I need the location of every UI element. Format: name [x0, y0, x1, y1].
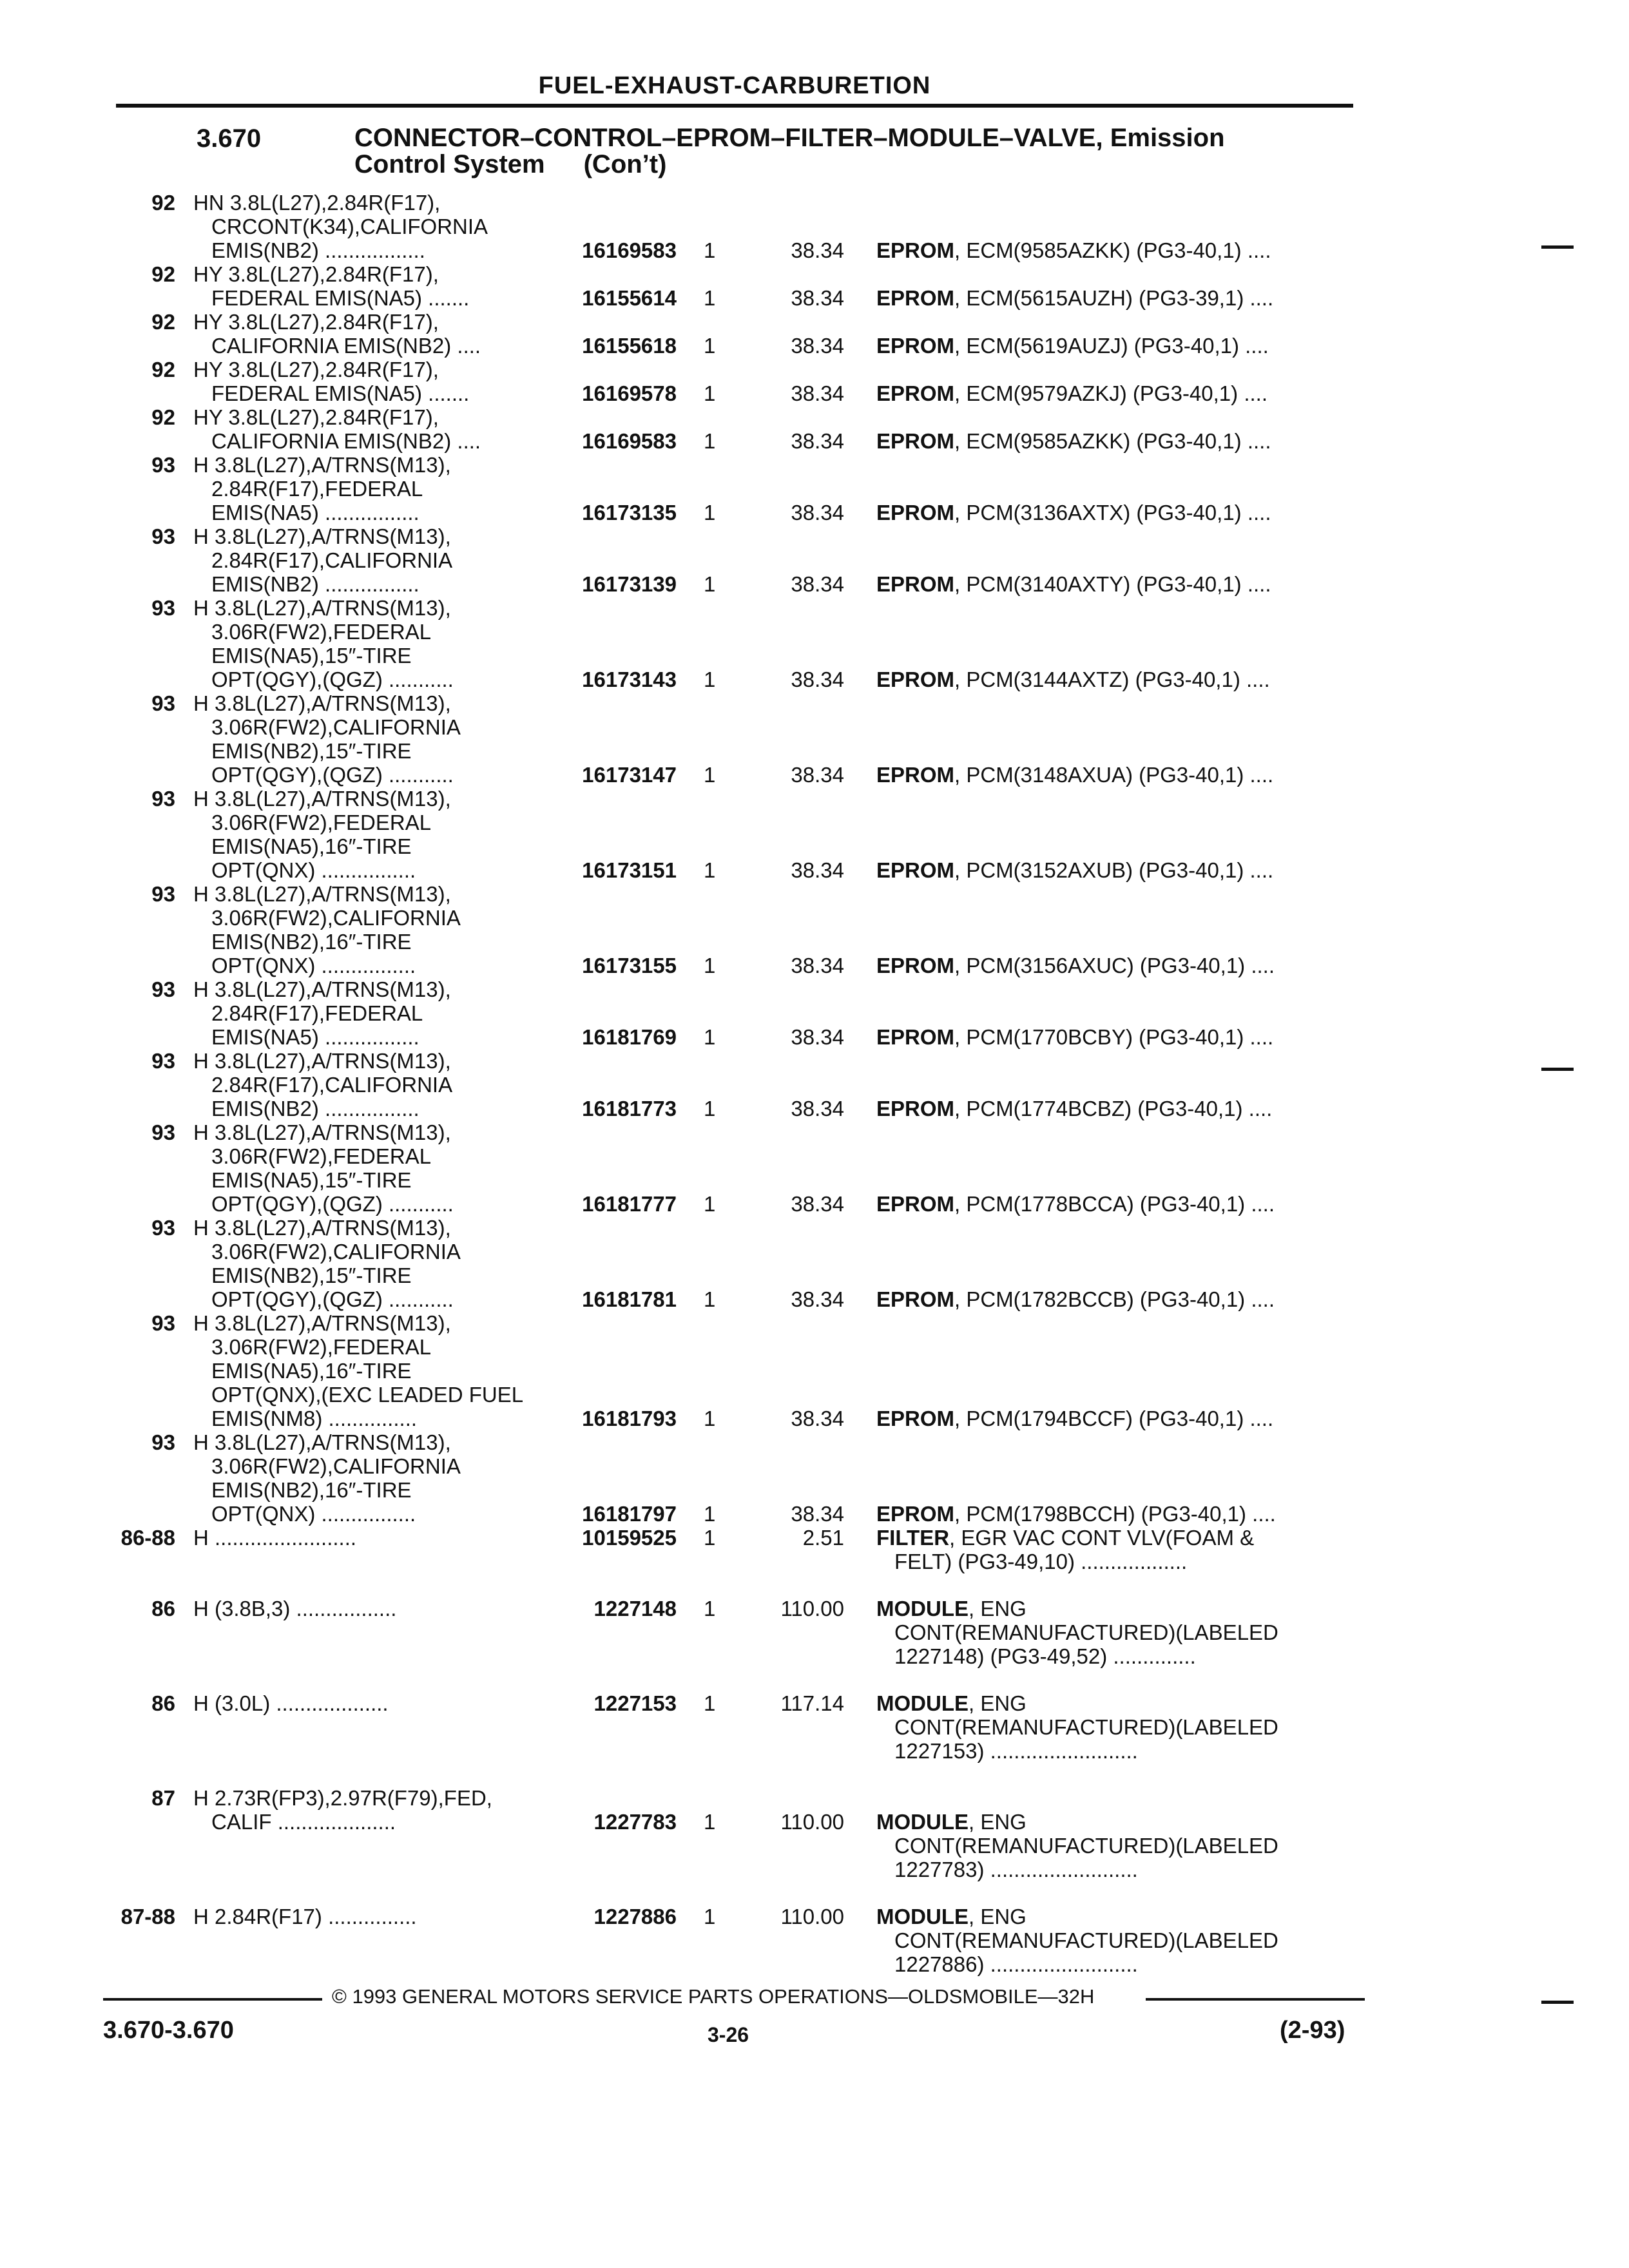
footer-section-range: 3.670-3.670: [103, 2017, 234, 2044]
part-name-keyword: MODULE: [876, 1597, 969, 1620]
ref-number: 87-88: [120, 1905, 175, 1928]
quantity: 1: [704, 238, 716, 262]
part-name-keyword: MODULE: [876, 1905, 969, 1928]
part-number: 1227886: [593, 1905, 677, 1928]
description-line: 3.06R(FW2),FEDERAL: [211, 811, 432, 834]
footer-rule-right: [1146, 1998, 1365, 2001]
description-line: H 3.8L(L27),A/TRNS(M13),: [193, 1430, 451, 1454]
part-name-detail: , PCM(1782BCCB) (PG3-40,1) ....: [954, 1287, 1275, 1311]
section-title: CONNECTOR–CONTROL–EPROM–FILTER–MODULE–VALVE, Emission: [354, 124, 1225, 152]
description-line: 3.06R(FW2),CALIFORNIA: [211, 906, 461, 930]
description-line: H 3.8L(L27),A/TRNS(M13),: [193, 596, 451, 620]
revision-mark: [1541, 245, 1574, 249]
part-name-keyword: EPROM: [876, 381, 955, 405]
price: 38.34: [791, 334, 844, 358]
description-line: EMIS(NB2) .................: [211, 238, 425, 262]
part-name-detail: , ECM(9579AZKJ) (PG3-40,1) ....: [954, 381, 1268, 405]
part-name-detail: , PCM(1770BCBY) (PG3-40,1) ....: [954, 1025, 1274, 1049]
quantity: 1: [704, 334, 716, 358]
ref-number: 86: [151, 1597, 175, 1620]
quantity: 1: [704, 381, 716, 405]
ref-number: 93: [151, 1430, 175, 1454]
part-name: [876, 1025, 1353, 1049]
description-line: OPT(QGY),(QGZ) ...........: [211, 1287, 454, 1311]
ref-number: 93: [151, 453, 175, 477]
ref-number: 87: [151, 1786, 175, 1810]
part-name-detail: , PCM(3140AXTY) (PG3-40,1) ....: [954, 572, 1271, 596]
part-name-keyword: EPROM: [876, 858, 955, 882]
price: 38.34: [791, 1407, 844, 1430]
price: 38.34: [791, 668, 844, 691]
part-name-detail: , PCM(1798BCCH) (PG3-40,1) ....: [954, 1502, 1276, 1526]
part-name: [876, 1691, 1353, 1715]
part-name-detail: , ENG: [969, 1691, 1027, 1715]
description-line: H 3.8L(L27),A/TRNS(M13),: [193, 1216, 451, 1240]
quantity: 1: [704, 1526, 716, 1550]
footer-date: (2-93): [1280, 2017, 1345, 2044]
ref-number: 93: [151, 882, 175, 906]
part-name-continuation: 1227153) .........................: [894, 1739, 1138, 1763]
description-line: CALIF ....................: [211, 1810, 396, 1834]
part-name: [876, 501, 1353, 524]
part-number: 16169578: [582, 381, 677, 405]
description-line: OPT(QNX) ................: [211, 1502, 416, 1526]
ref-number: 93: [151, 787, 175, 811]
description-line: H 3.8L(L27),A/TRNS(M13),: [193, 977, 451, 1001]
part-name-continuation: CONT(REMANUFACTURED)(LABELED: [894, 1928, 1278, 1952]
part-name: [876, 1526, 1353, 1550]
part-name-keyword: MODULE: [876, 1691, 969, 1715]
quantity: 1: [704, 1905, 716, 1928]
part-name: [876, 381, 1353, 405]
part-name: [876, 954, 1353, 977]
description-line: H 3.8L(L27),A/TRNS(M13),: [193, 1120, 451, 1144]
ref-number: 93: [151, 1049, 175, 1073]
part-name-detail: , PCM(3152AXUB) (PG3-40,1) ....: [954, 858, 1274, 882]
price: 38.34: [791, 763, 844, 787]
part-name: [876, 1287, 1353, 1311]
description-line: H 2.73R(FP3),2.97R(F79),FED,: [193, 1786, 492, 1810]
ref-number: 93: [151, 524, 175, 548]
footer-page-number: 3-26: [708, 2023, 749, 2046]
ref-number: 93: [151, 1120, 175, 1144]
part-number: 16155618: [582, 334, 677, 358]
part-name-keyword: EPROM: [876, 1287, 955, 1311]
part-number: 16173155: [582, 954, 677, 977]
price: 38.34: [791, 1097, 844, 1120]
quantity: 1: [704, 1597, 716, 1620]
description-line: OPT(QGY),(QGZ) ...........: [211, 763, 454, 787]
part-name-keyword: EPROM: [876, 1192, 955, 1216]
price: 38.34: [791, 1025, 844, 1049]
part-name: [876, 668, 1353, 691]
description-line: 2.84R(F17),FEDERAL: [211, 477, 423, 501]
part-number: 16181769: [582, 1025, 677, 1049]
part-name-continuation: 1227148) (PG3-49,52) ..............: [894, 1644, 1196, 1668]
description-line: EMIS(NA5),15″-TIRE: [211, 1168, 412, 1192]
description-line: H 3.8L(L27),A/TRNS(M13),: [193, 453, 451, 477]
part-name-continuation: CONT(REMANUFACTURED)(LABELED: [894, 1620, 1278, 1644]
part-name: [876, 238, 1353, 262]
description-line: EMIS(NB2),15″-TIRE: [211, 739, 412, 763]
part-name-keyword: EPROM: [876, 572, 955, 596]
part-name-keyword: FILTER: [876, 1526, 950, 1550]
ref-number: 93: [151, 596, 175, 620]
quantity: 1: [704, 668, 716, 691]
description-line: 3.06R(FW2),CALIFORNIA: [211, 1454, 461, 1478]
part-name-keyword: EPROM: [876, 954, 955, 977]
description-line: EMIS(NB2),15″-TIRE: [211, 1264, 412, 1287]
part-number: 1227148: [593, 1597, 677, 1620]
part-number: 16181781: [582, 1287, 677, 1311]
part-number: 16169583: [582, 429, 677, 453]
description-line: HY 3.8L(L27),2.84R(F17),: [193, 358, 439, 381]
price: 38.34: [791, 1192, 844, 1216]
description-line: OPT(QGY),(QGZ) ...........: [211, 668, 454, 691]
description-line: CRCONT(K34),CALIFORNIA: [211, 215, 488, 238]
section-continued: (Con’t): [583, 150, 667, 178]
part-name-detail: , ENG: [969, 1597, 1027, 1620]
quantity: 1: [704, 1025, 716, 1049]
part-number: 16155614: [582, 286, 677, 310]
ref-number: 93: [151, 1216, 175, 1240]
price: 38.34: [791, 954, 844, 977]
part-name: [876, 334, 1353, 358]
part-name-detail: , PCM(3144AXTZ) (PG3-40,1) ....: [954, 668, 1270, 691]
description-line: EMIS(NA5) ................: [211, 501, 419, 524]
description-line: H 2.84R(F17) ...............: [193, 1905, 417, 1928]
part-name: [876, 286, 1353, 310]
part-name: [876, 1810, 1353, 1834]
description-line: HY 3.8L(L27),2.84R(F17),: [193, 405, 439, 429]
ref-number: 93: [151, 691, 175, 715]
ref-number: 93: [151, 1311, 175, 1335]
description-line: H (3.0L) ...................: [193, 1691, 389, 1715]
description-line: FEDERAL EMIS(NA5) .......: [211, 381, 470, 405]
description-line: H 3.8L(L27),A/TRNS(M13),: [193, 524, 451, 548]
quantity: 1: [704, 763, 716, 787]
description-line: OPT(QNX),(EXC LEADED FUEL: [211, 1383, 524, 1407]
description-line: H 3.8L(L27),A/TRNS(M13),: [193, 691, 451, 715]
part-name: [876, 1192, 1353, 1216]
ref-number: 86: [151, 1691, 175, 1715]
description-line: HN 3.8L(L27),2.84R(F17),: [193, 191, 441, 215]
price: 110.00: [780, 1905, 844, 1928]
price: 38.34: [791, 238, 844, 262]
description-line: 3.06R(FW2),FEDERAL: [211, 620, 432, 644]
description-line: OPT(QNX) ................: [211, 858, 416, 882]
description-line: 3.06R(FW2),FEDERAL: [211, 1144, 432, 1168]
description-line: EMIS(NM8) ...............: [211, 1407, 418, 1430]
price: 38.34: [791, 1287, 844, 1311]
part-name-keyword: EPROM: [876, 668, 955, 691]
description-line: EMIS(NB2) ................: [211, 1097, 419, 1120]
part-name-keyword: EPROM: [876, 1097, 955, 1120]
description-line: HY 3.8L(L27),2.84R(F17),: [193, 310, 439, 334]
page-header-title: FUEL-EXHAUST-CARBURETION: [538, 72, 931, 99]
description-line: EMIS(NA5),16″-TIRE: [211, 1359, 412, 1383]
price: 38.34: [791, 501, 844, 524]
description-line: CALIFORNIA EMIS(NB2) ....: [211, 429, 481, 453]
price: 38.34: [791, 286, 844, 310]
quantity: 1: [704, 501, 716, 524]
quantity: 1: [704, 1192, 716, 1216]
part-name-keyword: EPROM: [876, 334, 955, 358]
description-line: FEDERAL EMIS(NA5) .......: [211, 286, 470, 310]
part-number: 16173151: [582, 858, 677, 882]
description-line: OPT(QNX) ................: [211, 954, 416, 977]
price: 117.14: [780, 1691, 844, 1715]
part-name: [876, 858, 1353, 882]
part-name: [876, 1502, 1353, 1526]
quantity: 1: [704, 1810, 716, 1834]
revision-mark: [1541, 2001, 1574, 2004]
part-name-continuation: CONT(REMANUFACTURED)(LABELED: [894, 1715, 1278, 1739]
part-name: [876, 1597, 1353, 1620]
part-name-keyword: EPROM: [876, 238, 955, 262]
part-name-detail: , ENG: [969, 1810, 1027, 1834]
part-number: 16173143: [582, 668, 677, 691]
price: 38.34: [791, 858, 844, 882]
description-line: EMIS(NA5),15″-TIRE: [211, 644, 412, 668]
quantity: 1: [704, 858, 716, 882]
part-name-detail: , ECM(9585AZKK) (PG3-40,1) ....: [954, 429, 1271, 453]
part-name-detail: , ECM(5619AUZJ) (PG3-40,1) ....: [954, 334, 1269, 358]
part-name: [876, 1097, 1353, 1120]
part-name: [876, 763, 1353, 787]
price: 38.34: [791, 572, 844, 596]
section-subtitle-text: Control System: [354, 150, 545, 178]
description-line: CALIFORNIA EMIS(NB2) ....: [211, 334, 481, 358]
part-name-continuation: 1227783) .........................: [894, 1858, 1138, 1881]
price: 110.00: [780, 1810, 844, 1834]
description-line: H 3.8L(L27),A/TRNS(M13),: [193, 787, 451, 811]
ref-number: 86-88: [120, 1526, 175, 1550]
quantity: 1: [704, 954, 716, 977]
description-line: EMIS(NA5),16″-TIRE: [211, 834, 412, 858]
description-line: 3.06R(FW2),FEDERAL: [211, 1335, 432, 1359]
part-name: [876, 1407, 1353, 1430]
description-line: H 3.8L(L27),A/TRNS(M13),: [193, 1311, 451, 1335]
part-number: 1227153: [593, 1691, 677, 1715]
quantity: 1: [704, 572, 716, 596]
description-line: 3.06R(FW2),CALIFORNIA: [211, 1240, 461, 1264]
description-line: 2.84R(F17),CALIFORNIA: [211, 548, 453, 572]
quantity: 1: [704, 1097, 716, 1120]
footer-copyright: © 1993 GENERAL MOTORS SERVICE PARTS OPERATIONS—OLDSMOBILE—32H: [332, 1985, 1095, 2008]
part-name-continuation: FELT) (PG3-49,10) ..................: [894, 1550, 1188, 1573]
quantity: 1: [704, 1691, 716, 1715]
part-number: 16181797: [582, 1502, 677, 1526]
description-line: EMIS(NB2),16″-TIRE: [211, 1478, 412, 1502]
description-line: OPT(QGY),(QGZ) ...........: [211, 1192, 454, 1216]
part-name-detail: , PCM(3136AXTX) (PG3-40,1) ....: [954, 501, 1271, 524]
price: 38.34: [791, 381, 844, 405]
part-number: 10159525: [582, 1526, 677, 1550]
part-number: 1227783: [593, 1810, 677, 1834]
price: 38.34: [791, 1502, 844, 1526]
price: 2.51: [802, 1526, 844, 1550]
part-number: 16173147: [582, 763, 677, 787]
part-name-continuation: 1227886) .........................: [894, 1952, 1138, 1976]
description-line: EMIS(NB2) ................: [211, 572, 419, 596]
part-name-keyword: EPROM: [876, 429, 955, 453]
part-name-detail: , ENG: [969, 1905, 1027, 1928]
part-name: [876, 429, 1353, 453]
description-line: H 3.8L(L27),A/TRNS(M13),: [193, 882, 451, 906]
part-name-detail: , PCM(3156AXUC) (PG3-40,1) ....: [954, 954, 1275, 977]
part-name-detail: , ECM(9585AZKK) (PG3-40,1) ....: [954, 238, 1271, 262]
ref-number: 93: [151, 977, 175, 1001]
footer-rule-left: [103, 1998, 322, 2001]
part-name-keyword: EPROM: [876, 1407, 955, 1430]
description-line: 2.84R(F17),CALIFORNIA: [211, 1073, 453, 1097]
part-name-keyword: EPROM: [876, 1502, 955, 1526]
description-line: HY 3.8L(L27),2.84R(F17),: [193, 262, 439, 286]
description-line: 2.84R(F17),FEDERAL: [211, 1001, 423, 1025]
price: 110.00: [780, 1597, 844, 1620]
quantity: 1: [704, 429, 716, 453]
description-line: H ........................: [193, 1526, 357, 1550]
part-name-keyword: EPROM: [876, 501, 955, 524]
quantity: 1: [704, 1287, 716, 1311]
part-name-detail: , PCM(1794BCCF) (PG3-40,1) ....: [954, 1407, 1274, 1430]
part-number: 16181777: [582, 1192, 677, 1216]
description-line: H 3.8L(L27),A/TRNS(M13),: [193, 1049, 451, 1073]
part-name-keyword: EPROM: [876, 1025, 955, 1049]
part-name-keyword: EPROM: [876, 286, 955, 310]
quantity: 1: [704, 1407, 716, 1430]
part-number: 16169583: [582, 238, 677, 262]
part-name-detail: , PCM(1778BCCA) (PG3-40,1) ....: [954, 1192, 1275, 1216]
part-number: 16181773: [582, 1097, 677, 1120]
part-number: 16173139: [582, 572, 677, 596]
quantity: 1: [704, 1502, 716, 1526]
part-number: 16173135: [582, 501, 677, 524]
description-line: EMIS(NB2),16″-TIRE: [211, 930, 412, 954]
part-name-detail: , EGR VAC CONT VLV(FOAM &: [949, 1526, 1255, 1550]
ref-number: 92: [151, 262, 175, 286]
description-line: 3.06R(FW2),CALIFORNIA: [211, 715, 461, 739]
part-number: 16181793: [582, 1407, 677, 1430]
quantity: 1: [704, 286, 716, 310]
part-name-keyword: MODULE: [876, 1810, 969, 1834]
ref-number: 92: [151, 310, 175, 334]
part-name: [876, 572, 1353, 596]
part-name-continuation: CONT(REMANUFACTURED)(LABELED: [894, 1834, 1278, 1858]
part-name-detail: , PCM(3148AXUA) (PG3-40,1) ....: [954, 763, 1274, 787]
part-name-keyword: EPROM: [876, 763, 955, 787]
description-line: EMIS(NA5) ................: [211, 1025, 419, 1049]
ref-number: 92: [151, 191, 175, 215]
ref-number: 92: [151, 405, 175, 429]
part-name-detail: , ECM(5615AUZH) (PG3-39,1) ....: [954, 286, 1274, 310]
part-name-detail: , PCM(1774BCBZ) (PG3-40,1) ....: [954, 1097, 1273, 1120]
ref-number: 92: [151, 358, 175, 381]
description-line: H (3.8B,3) .................: [193, 1597, 397, 1620]
part-name: [876, 1905, 1353, 1928]
section-number: 3.670: [197, 124, 262, 153]
revision-mark: [1541, 1068, 1574, 1071]
price: 38.34: [791, 429, 844, 453]
